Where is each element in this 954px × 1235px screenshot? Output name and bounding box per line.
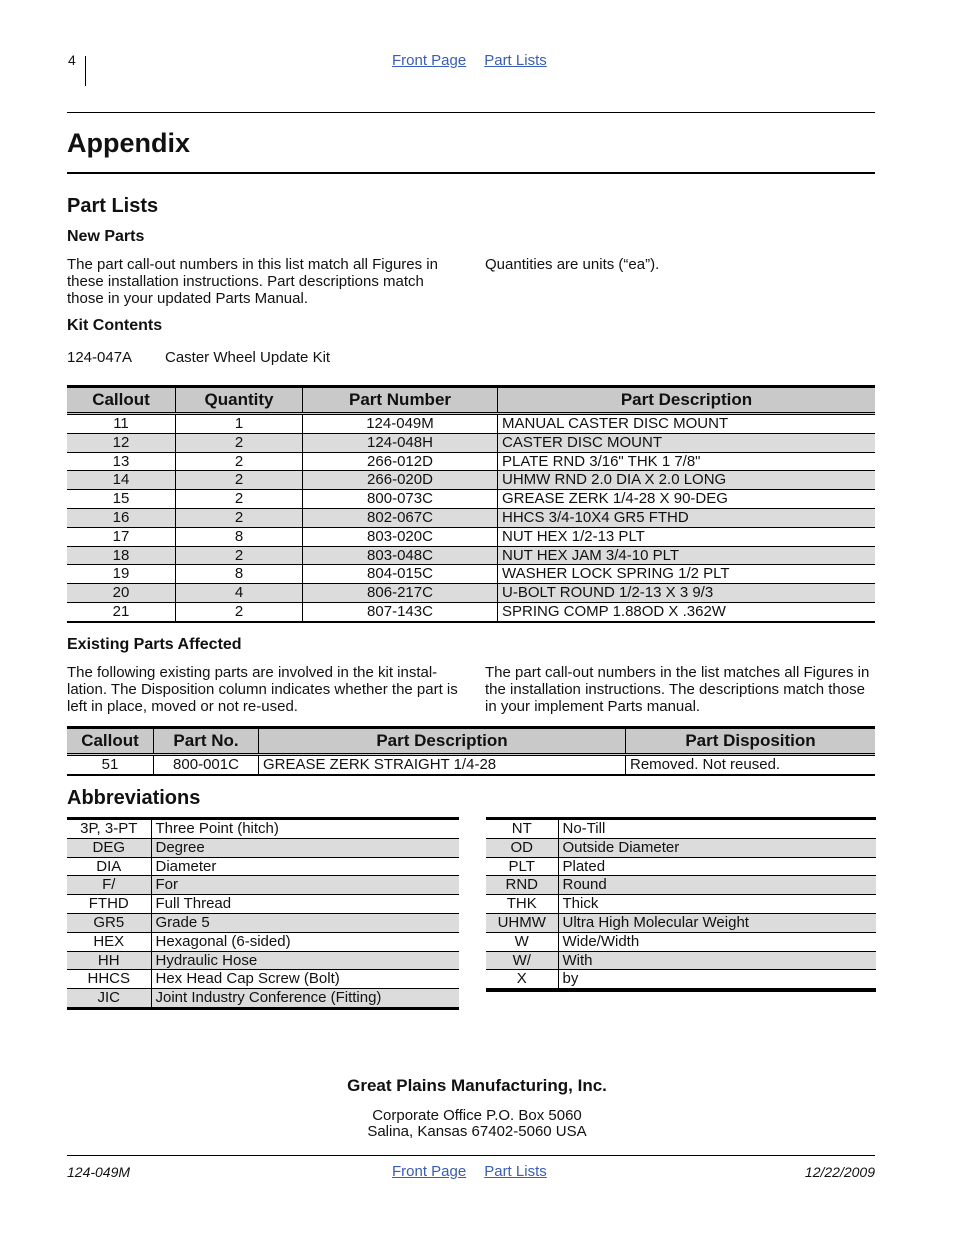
- abbreviation-row-cell: Round: [558, 876, 876, 895]
- abbreviation-row-cell: [486, 989, 558, 991]
- table-row-cell: 16: [67, 508, 176, 527]
- abbreviation-row-cell: Full Thread: [151, 895, 459, 914]
- abbreviation-row: [67, 876, 459, 895]
- company-name: Great Plains Manufacturing, Inc.: [347, 1076, 607, 1095]
- col-callout: Callout: [67, 387, 176, 414]
- table-row-cell: 11: [67, 414, 176, 434]
- table-row-cell: 124-049M: [303, 414, 498, 434]
- abbreviation-row-cell: Outside Diameter: [558, 838, 876, 857]
- table-row: [67, 490, 875, 509]
- table-row: [67, 584, 875, 603]
- abbreviation-row-cell: F/: [67, 876, 151, 895]
- abbreviation-row-cell: Thick: [558, 895, 876, 914]
- table-row-cell: 266-012D: [303, 452, 498, 471]
- abbreviation-row-cell: Wide/Width: [558, 932, 876, 951]
- col-part-description: Part Description: [259, 728, 626, 755]
- table-row-cell: 8: [176, 527, 303, 546]
- table-row: [67, 471, 875, 490]
- new-parts-heading: New Parts: [67, 228, 145, 245]
- table-header-row: [67, 728, 875, 755]
- abbreviation-row: [67, 951, 459, 970]
- footer-rule: [67, 1155, 875, 1156]
- table-row-cell: 20: [67, 584, 176, 603]
- table-header-row: [67, 387, 875, 414]
- table-row: [67, 755, 875, 775]
- page-title: Appendix: [67, 128, 191, 158]
- abbreviation-row: [486, 970, 876, 989]
- table-row-cell: 266-020D: [303, 471, 498, 490]
- company-address-line1: Corporate Office P.O. Box 5060: [372, 1107, 582, 1124]
- abbreviation-row-cell: W: [486, 932, 558, 951]
- table-row-cell: GREASE ZERK 1/4-28 X 90-DEG: [498, 490, 876, 509]
- table-row-cell: 802-067C: [303, 508, 498, 527]
- table-row-cell: NUT HEX 1/2-13 PLT: [498, 527, 876, 546]
- col-callout: Callout: [67, 728, 154, 755]
- abbreviation-row-cell: GR5: [67, 913, 151, 932]
- table-row: [67, 414, 875, 434]
- abbreviation-row-cell: Diameter: [151, 857, 459, 876]
- abbreviation-row-cell: HEX: [67, 932, 151, 951]
- table-row: [67, 433, 875, 452]
- abbreviation-row-cell: No-Till: [558, 819, 876, 839]
- front-page-link[interactable]: Front Page: [392, 1163, 467, 1180]
- abbreviation-row-cell: DIA: [67, 857, 151, 876]
- table-row-cell: U-BOLT ROUND 1/2-13 X 3 9/3: [498, 584, 876, 603]
- table-row-cell: 1: [176, 414, 303, 434]
- kit-number: 124-047A: [67, 349, 133, 366]
- abbreviation-row-cell: With: [558, 951, 876, 970]
- table-row-cell: 2: [176, 490, 303, 509]
- table-row: [67, 602, 875, 621]
- table-row-cell: 807-143C: [303, 602, 498, 621]
- table-row-cell: 51: [67, 755, 154, 775]
- abbreviation-row-cell: FTHD: [67, 895, 151, 914]
- title-rule: [67, 172, 875, 174]
- existing-text-right: The part call-out numbers in the list matches all Figures in the installation instructions. The descriptions match those in your implement Parts manual.: [485, 664, 870, 715]
- abbreviation-row-cell: PLT: [486, 857, 558, 876]
- table-row-cell: 12: [67, 433, 176, 452]
- abbreviation-row: [67, 913, 459, 932]
- new-parts-table: [67, 385, 875, 623]
- abbreviation-row: [486, 932, 876, 951]
- abbreviation-row-cell: W/: [486, 951, 558, 970]
- table-row-cell: 800-001C: [154, 755, 259, 775]
- abbreviation-row-cell: For: [151, 876, 459, 895]
- company-address-line2: Salina, Kansas 67402-5060 USA: [367, 1123, 587, 1140]
- abbreviation-row-cell: Ultra High Molecular Weight: [558, 913, 876, 932]
- abbreviation-row-cell: Grade 5: [151, 913, 459, 932]
- kit-contents-heading: Kit Contents: [67, 317, 163, 334]
- col-part-no: Part No.: [154, 728, 259, 755]
- col-part-number: Part Number: [303, 387, 498, 414]
- table-row-cell: Removed. Not reused.: [626, 755, 876, 775]
- table-row-cell: 18: [67, 546, 176, 565]
- abbreviation-row-cell: by: [558, 970, 876, 989]
- abbreviations-table-right: [486, 817, 876, 992]
- table-row: [67, 565, 875, 584]
- abbreviation-row: [486, 913, 876, 932]
- abbreviation-row-cell: Joint Industry Conference (Fitting): [151, 989, 459, 1009]
- table-row-cell: 2: [176, 508, 303, 527]
- col-part-disposition: Part Disposition: [626, 728, 876, 755]
- abbreviation-row: [67, 857, 459, 876]
- abbreviations-heading: Abbreviations: [67, 787, 201, 809]
- abbreviation-row-cell: JIC: [67, 989, 151, 1009]
- doc-date: 12/22/2009: [804, 1164, 875, 1180]
- table-row-cell: 17: [67, 527, 176, 546]
- header-nav: [392, 52, 547, 69]
- page-number: 4: [68, 52, 76, 68]
- table-row-cell: 806-217C: [303, 584, 498, 603]
- col-part-description: Part Description: [498, 387, 876, 414]
- abbreviation-row-cell: UHMW: [486, 913, 558, 932]
- abbreviation-row: [486, 951, 876, 970]
- table-row-cell: 124-048H: [303, 433, 498, 452]
- abbreviations-table-left: [67, 817, 459, 1010]
- table-row-cell: 14: [67, 471, 176, 490]
- abbreviation-row-cell: Hexagonal (6-sided): [151, 932, 459, 951]
- table-row-cell: NUT HEX JAM 3/4-10 PLT: [498, 546, 876, 565]
- table-row-cell: 2: [176, 452, 303, 471]
- abbreviation-row: [67, 895, 459, 914]
- table-row-cell: 19: [67, 565, 176, 584]
- abbreviation-row-cell: Hex Head Cap Screw (Bolt): [151, 970, 459, 989]
- new-parts-text-left: The part call-out numbers in this list match all Figures in these installation instructions. Part descriptions match those in your updated Parts Manual.: [67, 256, 438, 307]
- table-row-cell: PLATE RND 3/16" THK 1 7/8": [498, 452, 876, 471]
- existing-text-left: The following existing parts are involved in the kit instal-lation. The Disposition column indicates whether the part is left in place, moved or not re-used.: [67, 664, 458, 715]
- table-row: [67, 452, 875, 471]
- abbreviation-row-cell: OD: [486, 838, 558, 857]
- table-row-cell: CASTER DISC MOUNT: [498, 433, 876, 452]
- header-divider: [85, 56, 86, 86]
- abbreviation-row: [67, 932, 459, 951]
- abbreviation-row-cell: THK: [486, 895, 558, 914]
- abbreviation-row-cell: DEG: [67, 838, 151, 857]
- table-row: [67, 527, 875, 546]
- abbreviation-row-cell: RND: [486, 876, 558, 895]
- abbreviation-row: [486, 838, 876, 857]
- abbreviation-row-cell: Three Point (hitch): [151, 819, 459, 839]
- table-row-cell: 803-020C: [303, 527, 498, 546]
- table-row-cell: 2: [176, 602, 303, 621]
- abbreviation-row: [486, 989, 876, 991]
- table-row-cell: UHMW RND 2.0 DIA X 2.0 LONG: [498, 471, 876, 490]
- abbreviation-row: [486, 819, 876, 839]
- front-page-link[interactable]: Front Page: [392, 52, 467, 69]
- abbreviation-row: [486, 857, 876, 876]
- abbreviation-row-cell: NT: [486, 819, 558, 839]
- table-row-cell: HHCS 3/4-10X4 GR5 FTHD: [498, 508, 876, 527]
- table-row-cell: 4: [176, 584, 303, 603]
- abbreviation-row-cell: Hydraulic Hose: [151, 951, 459, 970]
- table-row-cell: 803-048C: [303, 546, 498, 565]
- kit-name: Caster Wheel Update Kit: [165, 349, 331, 366]
- table-row-cell: SPRING COMP 1.88OD X .362W: [498, 602, 876, 621]
- abbreviation-row-cell: [558, 989, 876, 991]
- part-lists-link[interactable]: Part Lists: [484, 52, 547, 69]
- table-row-cell: 13: [67, 452, 176, 471]
- existing-parts-heading: Existing Parts Affected: [67, 636, 242, 653]
- table-row-cell: 21: [67, 602, 176, 621]
- table-row: [67, 546, 875, 565]
- abbreviation-row-cell: 3P, 3-PT: [67, 819, 151, 839]
- part-lists-heading: Part Lists: [67, 195, 159, 217]
- table-row: [67, 508, 875, 527]
- part-lists-link[interactable]: Part Lists: [484, 1163, 547, 1180]
- existing-parts-table: [67, 726, 875, 776]
- abbreviation-row-cell: Degree: [151, 838, 459, 857]
- table-row-cell: 8: [176, 565, 303, 584]
- table-row-cell: 800-073C: [303, 490, 498, 509]
- abbreviation-row: [67, 838, 459, 857]
- table-row-cell: MANUAL CASTER DISC MOUNT: [498, 414, 876, 434]
- abbreviation-row-cell: Plated: [558, 857, 876, 876]
- abbreviation-row-cell: X: [486, 970, 558, 989]
- footer-nav: [392, 1163, 547, 1180]
- abbreviation-row: [67, 989, 459, 1009]
- abbreviation-row-cell: HHCS: [67, 970, 151, 989]
- table-row-cell: 2: [176, 433, 303, 452]
- abbreviation-row: [486, 895, 876, 914]
- abbreviation-row: [486, 876, 876, 895]
- table-row-cell: GREASE ZERK STRAIGHT 1/4-28: [259, 755, 626, 775]
- abbreviation-row-cell: HH: [67, 951, 151, 970]
- table-row-cell: 2: [176, 546, 303, 565]
- col-quantity: Quantity: [176, 387, 303, 414]
- abbreviation-row: [67, 819, 459, 839]
- table-row-cell: 804-015C: [303, 565, 498, 584]
- abbreviation-row: [67, 970, 459, 989]
- table-row-cell: 15: [67, 490, 176, 509]
- top-rule: [67, 112, 875, 113]
- table-row-cell: WASHER LOCK SPRING 1/2 PLT: [498, 565, 876, 584]
- table-row-cell: 2: [176, 471, 303, 490]
- new-parts-text-right: Quantities are units (“ea”).: [485, 256, 660, 273]
- doc-number: 124-049M: [67, 1164, 131, 1180]
